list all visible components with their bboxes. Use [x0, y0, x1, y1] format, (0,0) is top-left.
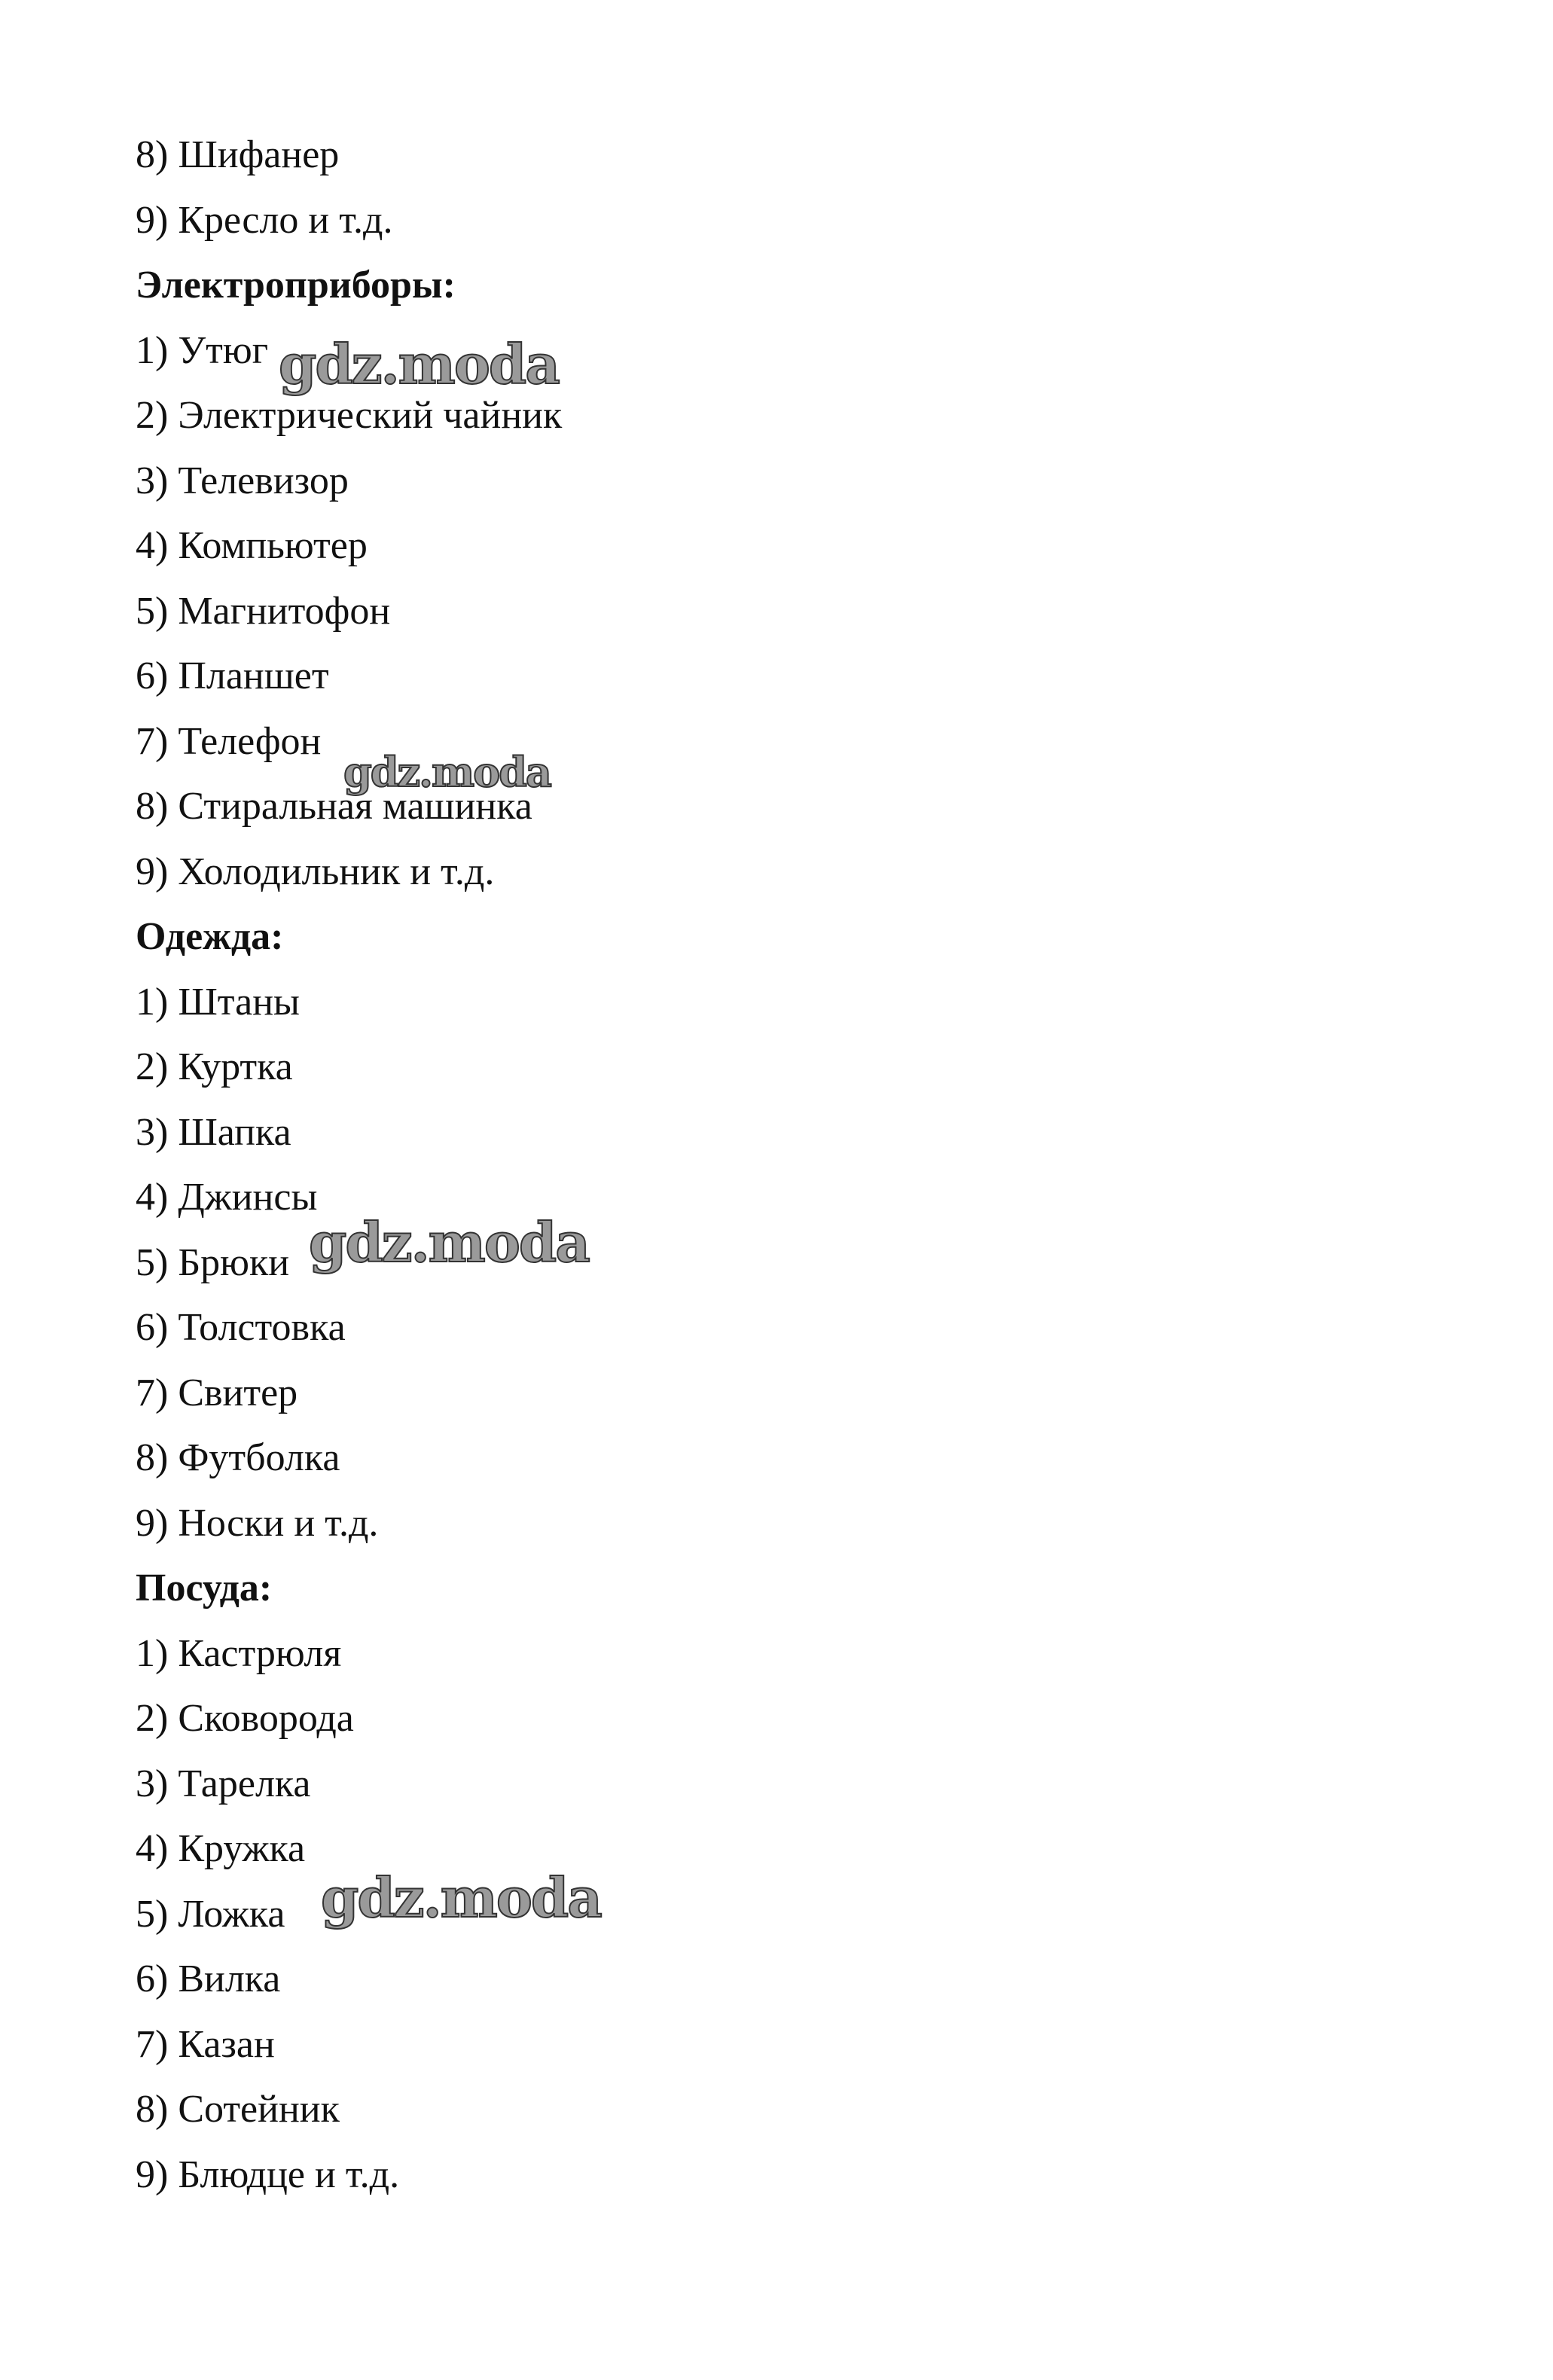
section-heading: Одежда: [136, 915, 284, 958]
list-item: 9) Кресло и т.д. [136, 198, 393, 242]
list-item: 2) Сковорода [136, 1697, 354, 1740]
watermark: gdz.moda [343, 748, 551, 796]
section-heading: Электроприборы: [136, 264, 456, 307]
list-item: 5) Брюки [136, 1240, 290, 1284]
list-item: 8) Футболка [136, 1436, 340, 1479]
list-item: 7) Телефон [136, 719, 322, 763]
list-item: 8) Шифанер [136, 133, 340, 176]
list-item: 5) Ложка [136, 1892, 285, 1936]
list-item: 6) Вилка [136, 1957, 281, 2000]
list-item: 9) Холодильник и т.д. [136, 850, 495, 893]
list-item: 1) Штаны [136, 980, 300, 1024]
list-item: 4) Джинсы [136, 1176, 318, 1219]
list-item: 1) Кастрюля [136, 1631, 342, 1675]
watermark: gdz.moda [321, 1866, 601, 1930]
list-item: 3) Тарелка [136, 1762, 311, 1805]
watermark: gdz.moda [279, 332, 559, 396]
list-item: 8) Сотейник [136, 2088, 340, 2131]
watermark: gdz.moda [309, 1210, 589, 1274]
list-item: 9) Блюдце и т.д. [136, 2153, 400, 2196]
list-item: 8) Стиральная машинка [136, 785, 532, 828]
list-item: 2) Электрический чайник [136, 394, 563, 437]
list-item: 1) Утюг [136, 328, 269, 372]
list-item: 6) Толстовка [136, 1306, 346, 1349]
list-item: 6) Планшет [136, 654, 329, 697]
list-item: 5) Магнитофон [136, 589, 391, 633]
list-item: 3) Шапка [136, 1110, 291, 1154]
list-item: 2) Куртка [136, 1045, 293, 1088]
list-item: 9) Носки и т.д. [136, 1501, 379, 1545]
list-item: 4) Компьютер [136, 524, 368, 567]
list-item: 4) Кружка [136, 1827, 306, 1870]
section-heading: Посуда: [136, 1567, 273, 1610]
list-item: 7) Казан [136, 2022, 275, 2066]
list-item: 3) Телевизор [136, 459, 349, 502]
list-item: 7) Свитер [136, 1371, 298, 1414]
